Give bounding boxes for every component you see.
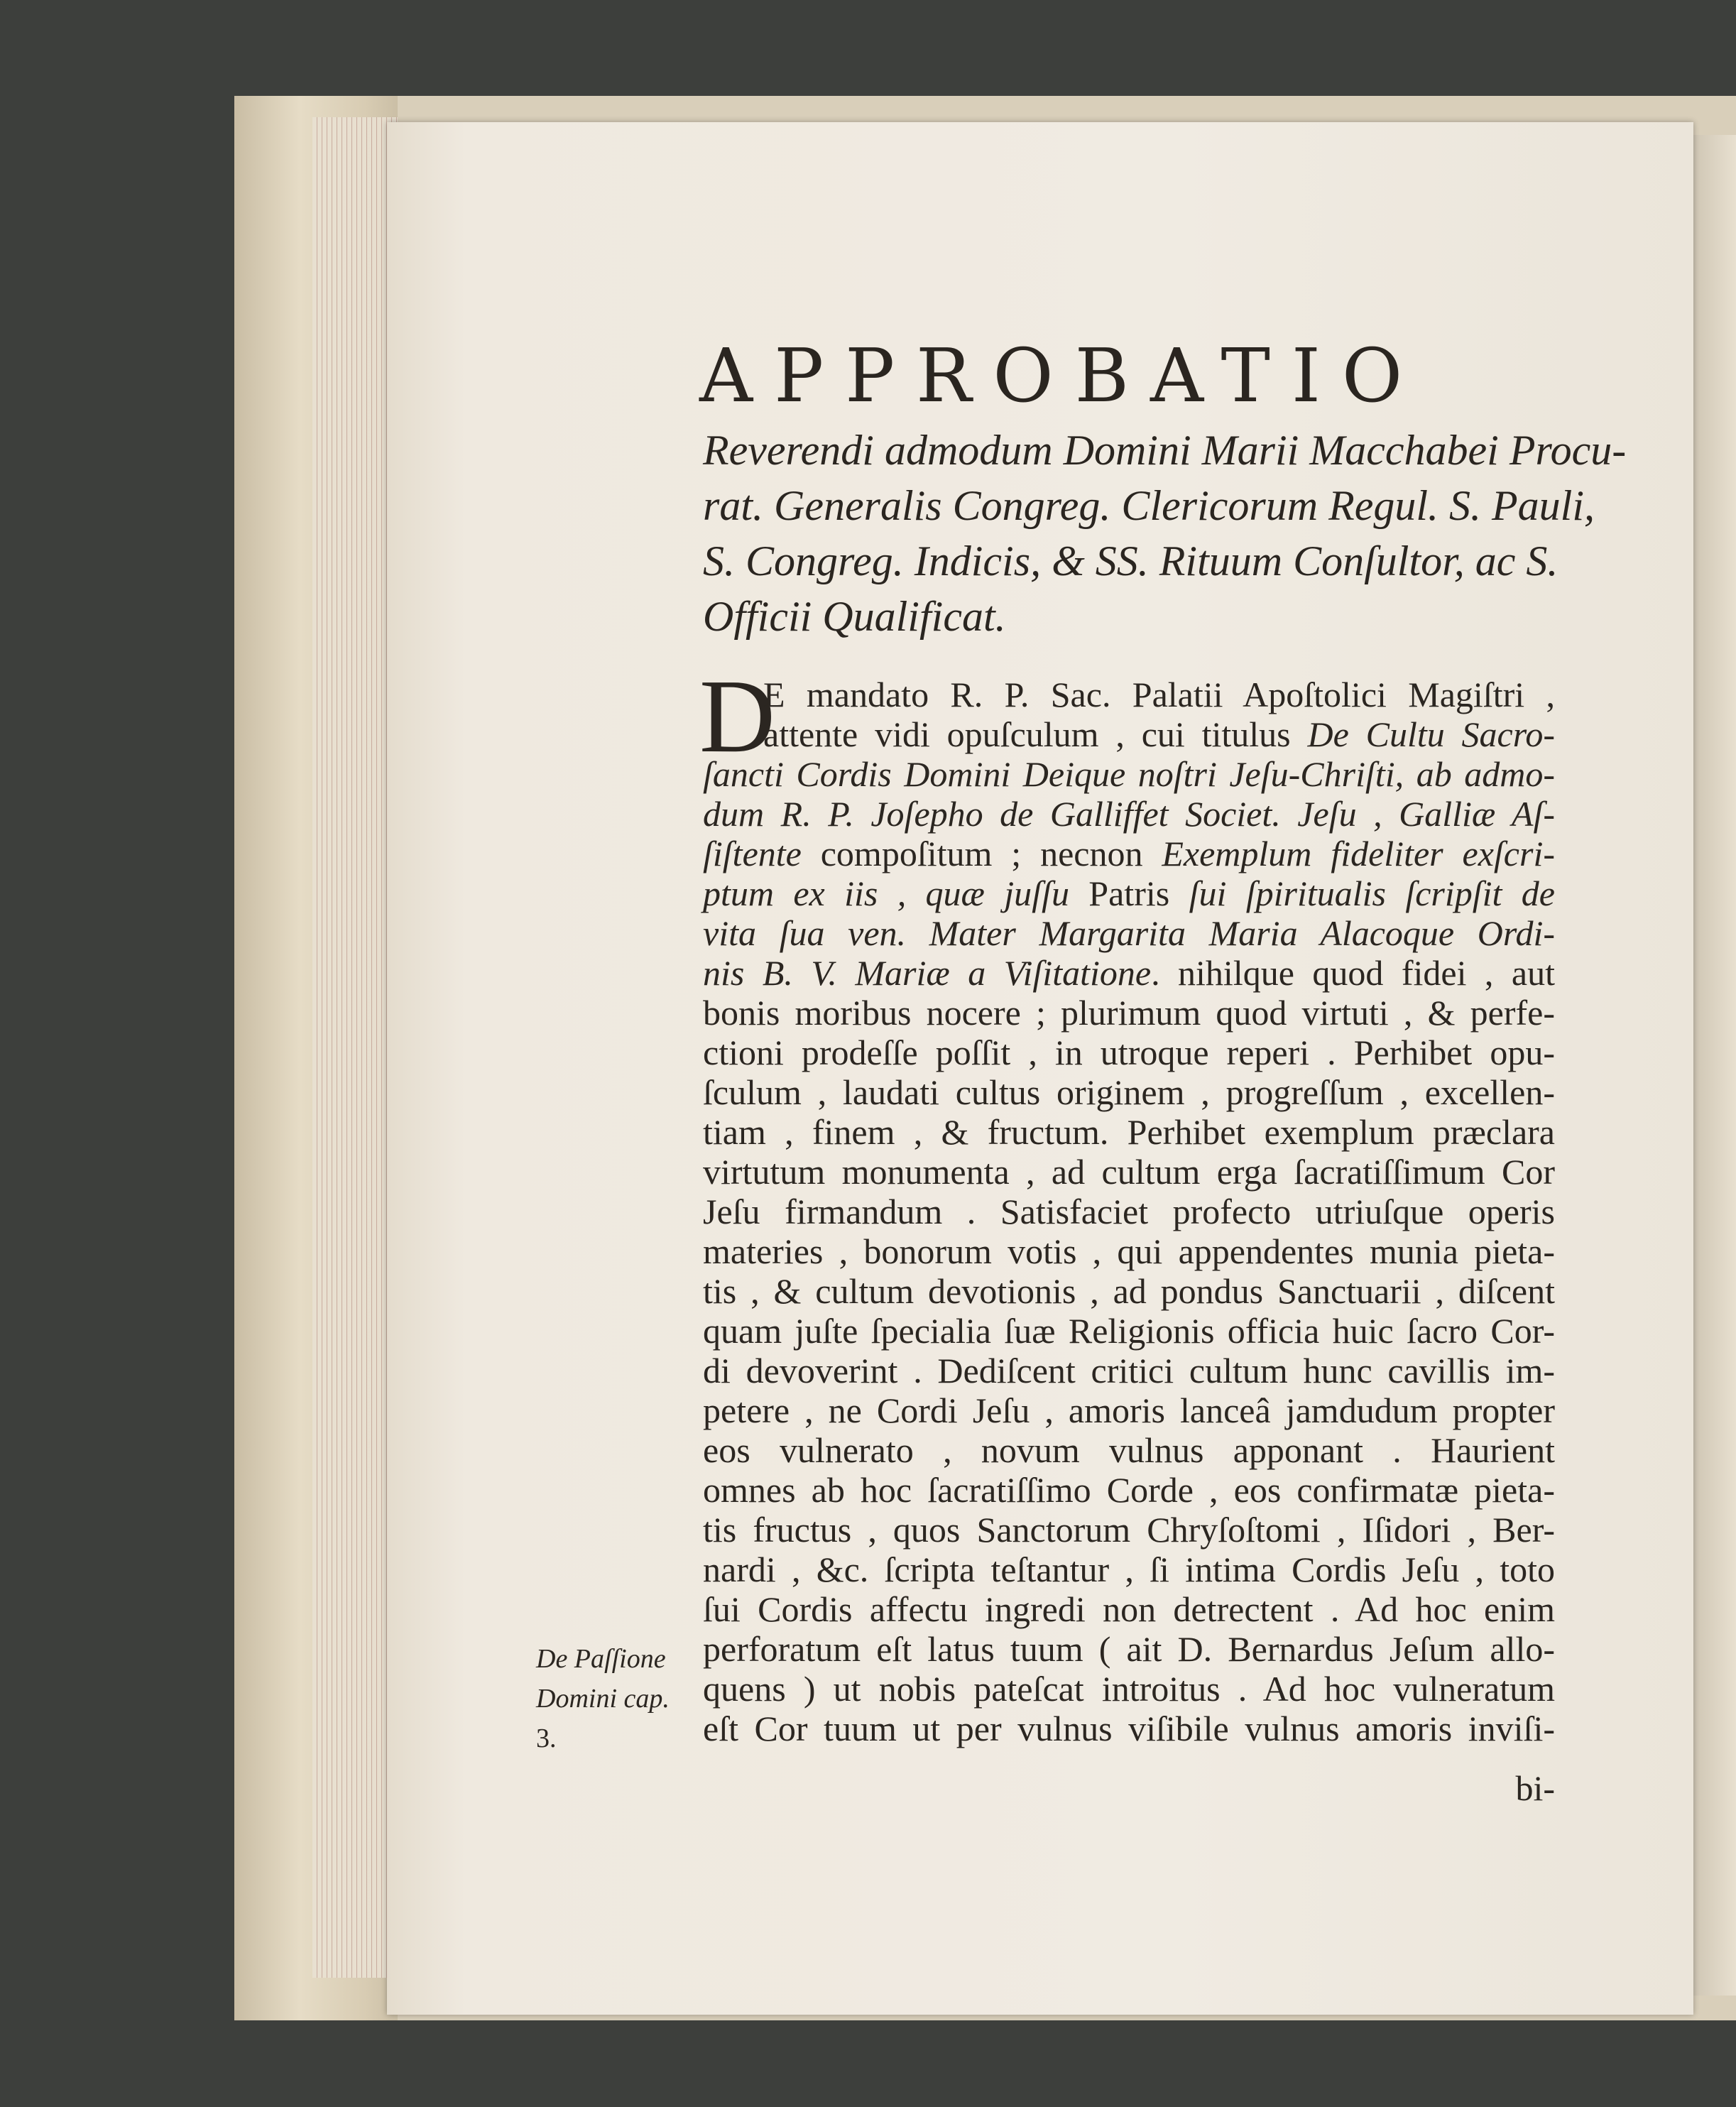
text-line — [703, 1510, 1555, 1550]
text: compoſitum ; necnon — [801, 834, 1162, 873]
page-title: APPROBATIO — [699, 332, 1424, 419]
text: tis , & cultum devotionis , ad pondus Sanctuarii , diſcent — [703, 1271, 1555, 1311]
italic-text: nis B. V. Mariæ a Viſitatione — [703, 953, 1152, 993]
text: Patris — [1069, 873, 1189, 913]
text-line — [703, 1430, 1555, 1470]
catchword: bi- — [1515, 1768, 1555, 1808]
text-line — [703, 953, 1555, 993]
italic-text: ptum ex iis , quæ juſſu — [703, 873, 1069, 913]
text: ſculum , laudati cultus originem , progreſſum , excellen- — [703, 1072, 1555, 1112]
text: materies , bonorum votis , qui appendentes munia pieta- — [703, 1231, 1555, 1271]
italic-text: vita ſua ven. Mater Margarita Maria Alacoque Ordi- — [703, 913, 1555, 953]
text-line — [703, 1192, 1555, 1231]
text-line — [703, 1033, 1555, 1072]
text-line — [703, 1112, 1555, 1152]
text-line — [703, 794, 1555, 834]
text: omnes ab hoc ſacratiſſimo Corde , eos confirmatæ pieta- — [703, 1470, 1555, 1510]
text-line — [703, 1271, 1555, 1311]
text-line — [703, 1589, 1555, 1629]
margin-note — [536, 1679, 670, 1719]
italic-text: ſancti Cordis Domini Deique noſtri Jeſu-Chriſti, ab admo- — [703, 754, 1555, 794]
text-line — [703, 1669, 1555, 1709]
text-line — [703, 873, 1555, 913]
drop-cap: D — [699, 658, 775, 775]
margin-note — [536, 1639, 666, 1679]
text-line — [763, 675, 1555, 714]
text-line — [763, 714, 1555, 754]
subtitle-line: rat. Generalis Congreg. Clericorum Regul. S. Pauli, — [703, 482, 1595, 529]
text: E mandato R. P. Sac. Palatii Apoſtolici Magiſtri , — [763, 675, 1555, 714]
margin-note-line: 3. — [536, 1724, 557, 1753]
text-line — [703, 1629, 1555, 1669]
text-line — [703, 834, 1555, 873]
text-line — [703, 754, 1555, 794]
text-line — [703, 1470, 1555, 1510]
text-line — [703, 1072, 1555, 1112]
text-line — [703, 913, 1555, 953]
text: virtutum monumenta , ad cultum erga ſacratiſſimum Cor — [703, 1152, 1555, 1192]
text: ſui Cordis affectu ingredi non detrectent . Ad hoc enim — [703, 1589, 1555, 1629]
text-line — [703, 1351, 1555, 1390]
text: di devoverint . Dediſcent critici cultum hunc cavillis im- — [703, 1351, 1555, 1390]
text: quens ) ut nobis pateſcat introitus . Ad hoc vulneratum — [703, 1669, 1555, 1709]
text: tiam , finem , & fructum. Perhibet exemplum præclara — [703, 1112, 1555, 1152]
text: perforatum eſt latus tuum ( ait D. Bernardus Jeſum allo- — [703, 1629, 1555, 1669]
italic-text: dum R. P. Joſepho de Galliffet Societ. Jeſu , Galliæ Aſ- — [703, 794, 1555, 834]
text: eſt Cor tuum ut per vulnus viſibile vulnus amoris inviſi- — [703, 1709, 1555, 1748]
text-line — [703, 1390, 1555, 1430]
text: quam juſte ſpecialia ſuæ Religionis officia huic ſacro Cor- — [703, 1311, 1555, 1351]
italic-text: ſiſtente — [703, 834, 802, 873]
text: petere , ne Cordi Jeſu , amoris lanceâ jamdudum propter — [703, 1390, 1555, 1430]
text: . nihilque quod fidei , aut — [1151, 953, 1555, 993]
text: tis fructus , quos Sanctorum Chryſoſtomi , Iſidori , Ber- — [703, 1510, 1555, 1550]
text: bonis moribus nocere ; plurimum quod virtuti , & perfe- — [703, 993, 1555, 1033]
subtitle-line: S. Congreg. Indicis, & SS. Rituum Conſultor, ac S. — [703, 538, 1558, 584]
text: eos vulnerato , novum vulnus apponant . Haurient — [703, 1430, 1555, 1470]
text: Jeſu firmandum . Satisfaciet profecto utriuſque operis — [703, 1192, 1555, 1231]
italic-text: ſui ſpiritualis ſcripſit de — [1189, 873, 1555, 913]
margin-note — [536, 1719, 557, 1758]
page-edges — [312, 117, 398, 1978]
text: attente vidi opuſculum , cui titulus — [763, 714, 1308, 754]
text-line — [703, 1152, 1555, 1192]
italic-text: Exemplum fideliter exſcri- — [1162, 834, 1555, 873]
text-line — [703, 993, 1555, 1033]
subtitle-line: Reverendi admodum Domini Marii Macchabei Procu- — [703, 427, 1627, 474]
margin-note-line: Domini cap. — [536, 1684, 670, 1714]
text: ctioni prodeſſe poſſit , in utroque reperi . Perhibet opu- — [703, 1033, 1555, 1072]
text-line — [703, 1231, 1555, 1271]
text-line — [703, 1709, 1555, 1748]
text-line — [703, 1311, 1555, 1351]
facing-page-edge — [1693, 135, 1736, 1996]
text-line — [703, 1550, 1555, 1589]
italic-text: De Cultu Sacro- — [1307, 714, 1555, 754]
text: nardi , &c. ſcripta teſtantur , ſi intima Cordis Jeſu , toto — [703, 1550, 1555, 1589]
subtitle-line: Officii Qualificat. — [703, 593, 1006, 640]
margin-note-line: De Paſſione — [536, 1644, 666, 1674]
